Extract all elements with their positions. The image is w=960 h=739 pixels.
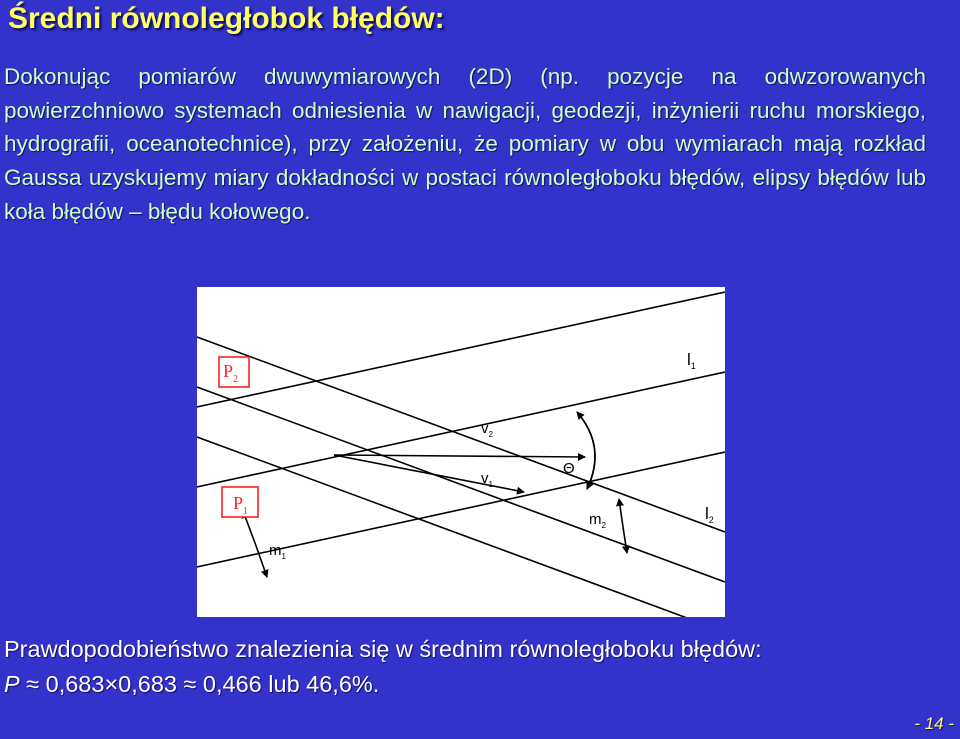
vector-v2 xyxy=(334,455,585,457)
paragraph-text: Dokonując pomiarów dwuwymiarowych (2D) (np. pozycje na odwzorowanych powierzchniowo systemach odniesienia w nawigacji, geodezji, inżynierii ruchu morskiego, hydrografii, oceanotechnice), przy założeniu, że pomiary w obu wymiarach mają rozkład Gaussa uzyskujemy miary dokładności w postaci xyxy=(4,64,926,191)
probability-line-2 xyxy=(4,667,954,702)
m2-label: $m_2$ xyxy=(589,511,606,530)
theta-arc-start xyxy=(577,412,595,489)
v2-label: $v_2$ xyxy=(481,420,493,439)
page-number: - 14 - xyxy=(914,714,954,733)
v1-label: $v_1$ xyxy=(481,470,493,489)
paragraph-highlight: równoległoboku błędów, elipsy błędów lub koła błędów – błędu kołowego xyxy=(4,165,926,224)
line-l2-lower xyxy=(197,437,725,617)
line-l2-upper xyxy=(197,337,725,532)
probability-formula: ≈ 0,683×0,683 ≈ 0,466 lub 46,6%. xyxy=(19,671,380,697)
intro-paragraph xyxy=(4,60,926,229)
slide-title: Średni równoległobok błędów: xyxy=(8,2,445,35)
m2-arrow-up xyxy=(619,499,623,527)
theta-label: Θ xyxy=(563,460,575,477)
m1-arrow-down xyxy=(255,543,267,577)
l1-label: $l_1$ xyxy=(687,350,696,371)
vector-v1 xyxy=(334,455,524,492)
error-parallelogram-figure xyxy=(197,287,725,617)
p1-label: $P_1$ xyxy=(233,493,249,517)
figure-diagram xyxy=(197,287,725,617)
probability-symbol: P xyxy=(4,671,20,697)
p2-label: $P_2$ xyxy=(223,361,239,385)
paragraph-end: . xyxy=(304,198,311,224)
l2-label: $l_2$ xyxy=(705,504,714,525)
m1-label: $m_1$ xyxy=(269,542,286,561)
probability-text xyxy=(4,632,954,702)
m2-arrow-down xyxy=(623,527,627,553)
probability-line-1: Prawdopodobieństwo znalezienia się w średnim równoległoboku błędów: xyxy=(4,636,762,662)
